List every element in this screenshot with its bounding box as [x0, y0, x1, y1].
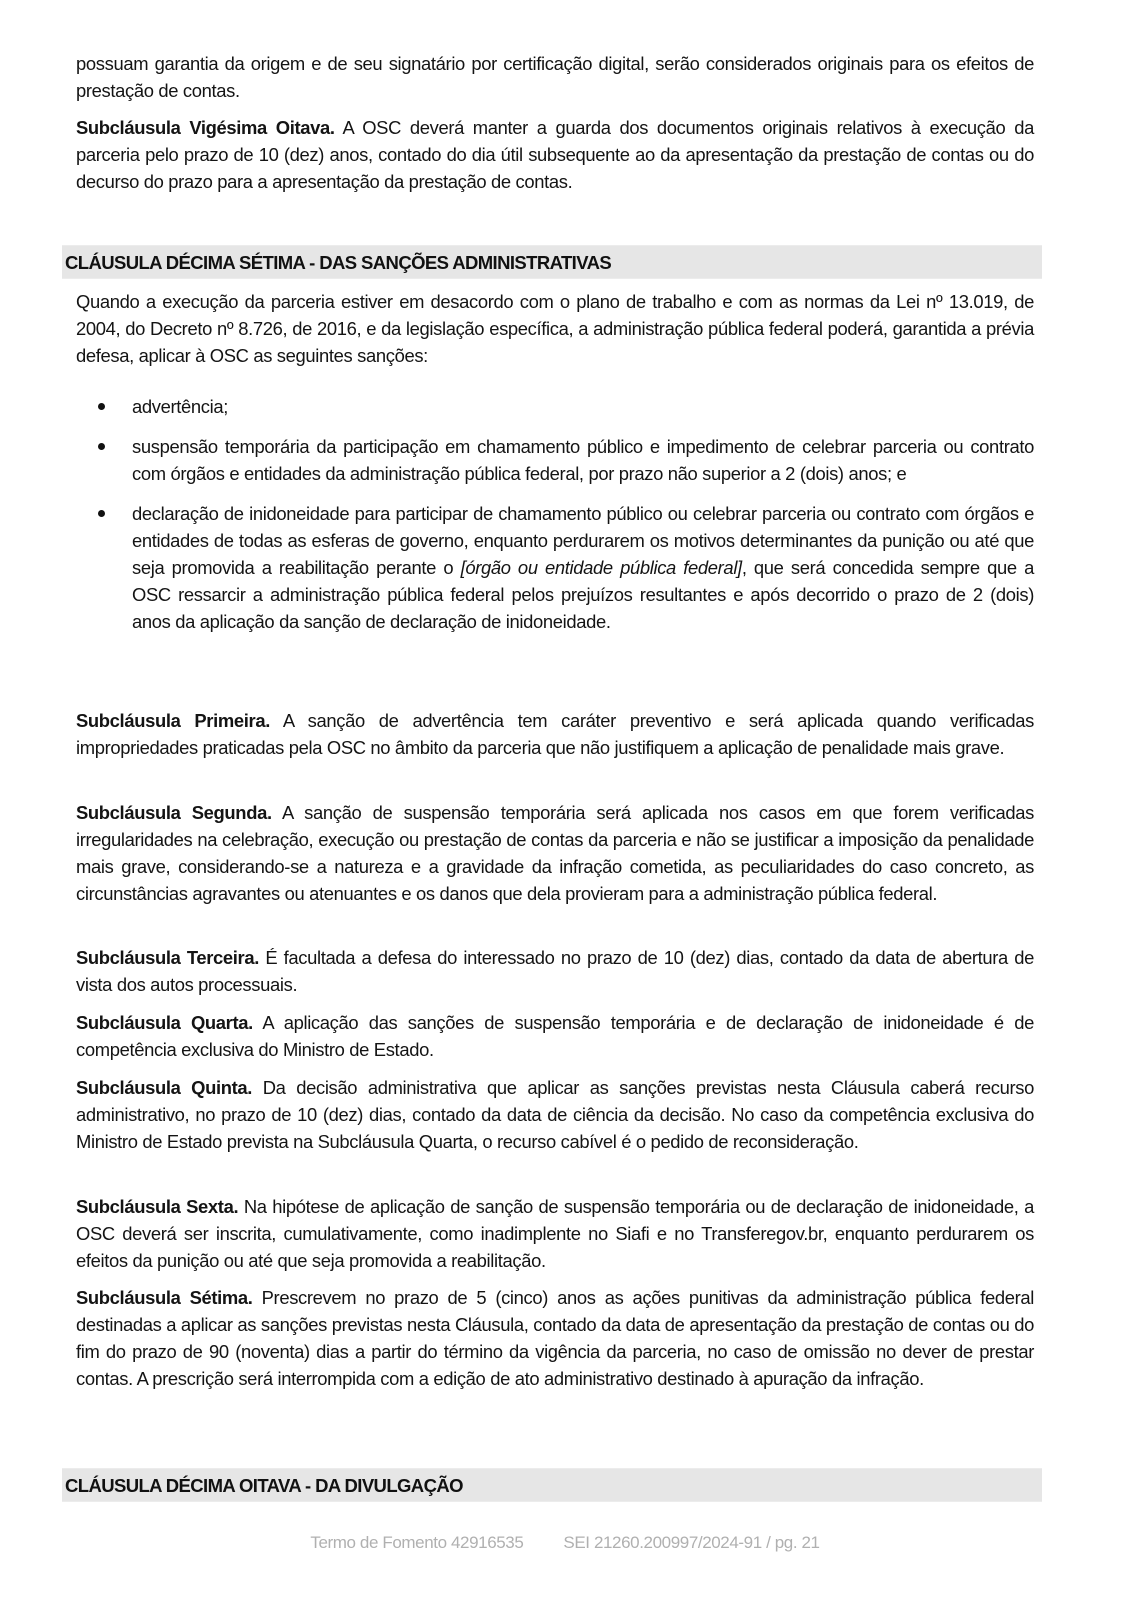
- clause-18-heading: CLÁUSULA DÉCIMA OITAVA - DA DIVULGAÇÃO: [65, 1475, 463, 1496]
- subclause-terceira: [76, 944, 1034, 998]
- clause-17-intro-text: Quando a execução da parceria estiver em desacordo com o plano de trabalho e com as normas da Lei nº 13.019, de 2004, do Decreto nº 8.726, de 2016, e da legislação específica, a administração pública federal poderá, garantida a prévia defesa, aplicar à OSC as seguintes sanções:: [76, 291, 1034, 366]
- subclause-lead: Subcláusula Quarta.: [76, 1012, 253, 1033]
- subclause-setima: [76, 1284, 1034, 1392]
- subclause-text: A aplicação das sanções de suspensão temporária e de declaração de inidoneidade é de competência exclusiva do Ministro de Estado.: [76, 1012, 1034, 1060]
- subclause-segunda: [76, 799, 1034, 907]
- subclause-lead: Subcláusula Quinta.: [76, 1077, 253, 1098]
- subclause-lead: Subcláusula Sétima.: [76, 1287, 253, 1308]
- footer-process-label: SEI 21260.200997/2024-91 / pg. 21: [563, 1533, 820, 1552]
- subclause-lead: Subcláusula Sexta.: [76, 1196, 239, 1217]
- list-item: [96, 433, 1034, 487]
- subclause-sexta: [76, 1193, 1034, 1274]
- list-item: [96, 500, 1034, 635]
- paragraph-text: possuam garantia da origem e de seu signatário por certificação digital, serão considerados originais para os efeitos de prestação de contas.: [76, 53, 1034, 101]
- subclause-vigesima-oitava: [76, 114, 1034, 195]
- page-footer: [0, 1533, 1130, 1553]
- subclause-primeira: [76, 707, 1034, 761]
- list-item: [96, 393, 1034, 420]
- continuation-paragraph: [76, 50, 1034, 104]
- sanctions-list: [96, 393, 1034, 635]
- subclause-quarta: [76, 1009, 1034, 1063]
- subclause-text: Da decisão administrativa que aplicar as sanções previstas nesta Cláusula caberá recurso administrativo, no prazo de 10 (dez) dias, contado da data de ciência da decisão. No caso da competência exclusiva do Ministro de Estado prevista na Subcláusula Quarta, o recurso cabível é o pedido de reconsideração.: [76, 1077, 1034, 1152]
- subclause-text: É facultada a defesa do interessado no prazo de 10 (dez) dias, contado da data de abertura de vista dos autos processuais.: [76, 947, 1035, 995]
- subclause-text: Prescrevem no prazo de 5 (cinco) anos as ações punitivas da administração pública federal destinadas a aplicar as sanções previstas nesta Cláusula, contado da data de apresentação da prestação de contas ou do fim do prazo de 90 (noventa) dias a partir do término da vigência da parceria, no caso de omissão no dever de prestar contas. A prescrição será interrompida com a edição de ato administrativo destinado à apuração da infração.: [76, 1287, 1034, 1389]
- clause-17-heading: CLÁUSULA DÉCIMA SÉTIMA - DAS SANÇÕES ADMINISTRATIVAS: [65, 252, 612, 273]
- clause-17-heading-band: [62, 245, 1042, 279]
- subclause-lead: Subcláusula Segunda.: [76, 802, 272, 823]
- list-item-text: advertência;: [132, 396, 228, 417]
- subclause-quinta: [76, 1074, 1034, 1155]
- clause-18-heading-band: [62, 1468, 1042, 1502]
- list-item-text: suspensão temporária da participação em chamamento público e impedimento de celebrar parceria ou contrato com órgãos e entidades da administração pública federal, por prazo não superior a 2 (dois) anos; e: [132, 436, 1034, 484]
- list-item-text: , que será concedida sempre que a OSC ressarcir a administração pública federal pelos prejuízos resultantes e após decorrido o prazo de 2 (dois) anos da aplicação da sanção de declaração de inidoneidade.: [132, 557, 1034, 632]
- subclause-text: A OSC deverá manter a guarda dos documentos originais relativos à execução da parceria pelo prazo de 10 (dez) anos, contado do dia útil subsequente ao da apresentação da prestação de contas ou do decurso do prazo para a apresentação da prestação de contas.: [76, 117, 1034, 192]
- footer-document-label: Termo de Fomento 42916535: [310, 1533, 524, 1552]
- list-item-text: declaração de inidoneidade para participar de chamamento público ou celebrar parceria ou contrato com órgãos e entidades de todas as esferas de governo, enquanto perdurarem os motivos determinantes da punição ou até que seja promovida a reabilitação perante o: [132, 503, 1034, 578]
- subclause-text: Na hipótese de aplicação de sanção de suspensão temporária ou de declaração de inidoneidade, a OSC deverá ser inscrita, cumulativamente, como inadimplente no Siafi e no Transferegov.br, enquanto perdurarem os efeitos da punição ou até que seja promovida a reabilitação.: [76, 1196, 1034, 1271]
- placeholder-italic-text: [órgão ou entidade pública federal]: [460, 557, 742, 578]
- bullet-icon: [98, 443, 105, 450]
- subclause-lead: Subcláusula Vigésima Oitava.: [76, 117, 335, 138]
- subclause-lead: Subcláusula Terceira.: [76, 947, 260, 968]
- bullet-icon: [98, 403, 105, 410]
- bullet-icon: [98, 510, 105, 517]
- subclause-text: A sanção de suspensão temporária será aplicada nos casos em que forem verificadas irregularidades na celebração, execução ou prestação de contas da parceria e não se justificar a imposição da penalidade mais grave, considerando-se a natureza e a gravidade da infração cometida, as peculiaridades do caso concreto, as circunstâncias agravantes ou atenuantes e os danos que dela provieram para a administração pública federal.: [76, 802, 1034, 904]
- clause-17-intro: [76, 288, 1034, 369]
- subclause-lead: Subcláusula Primeira.: [76, 710, 270, 731]
- subclause-text: A sanção de advertência tem caráter preventivo e será aplicada quando verificadas impropriedades praticadas pela OSC no âmbito da parceria que não justifiquem a aplicação de penalidade mais grave.: [76, 710, 1034, 758]
